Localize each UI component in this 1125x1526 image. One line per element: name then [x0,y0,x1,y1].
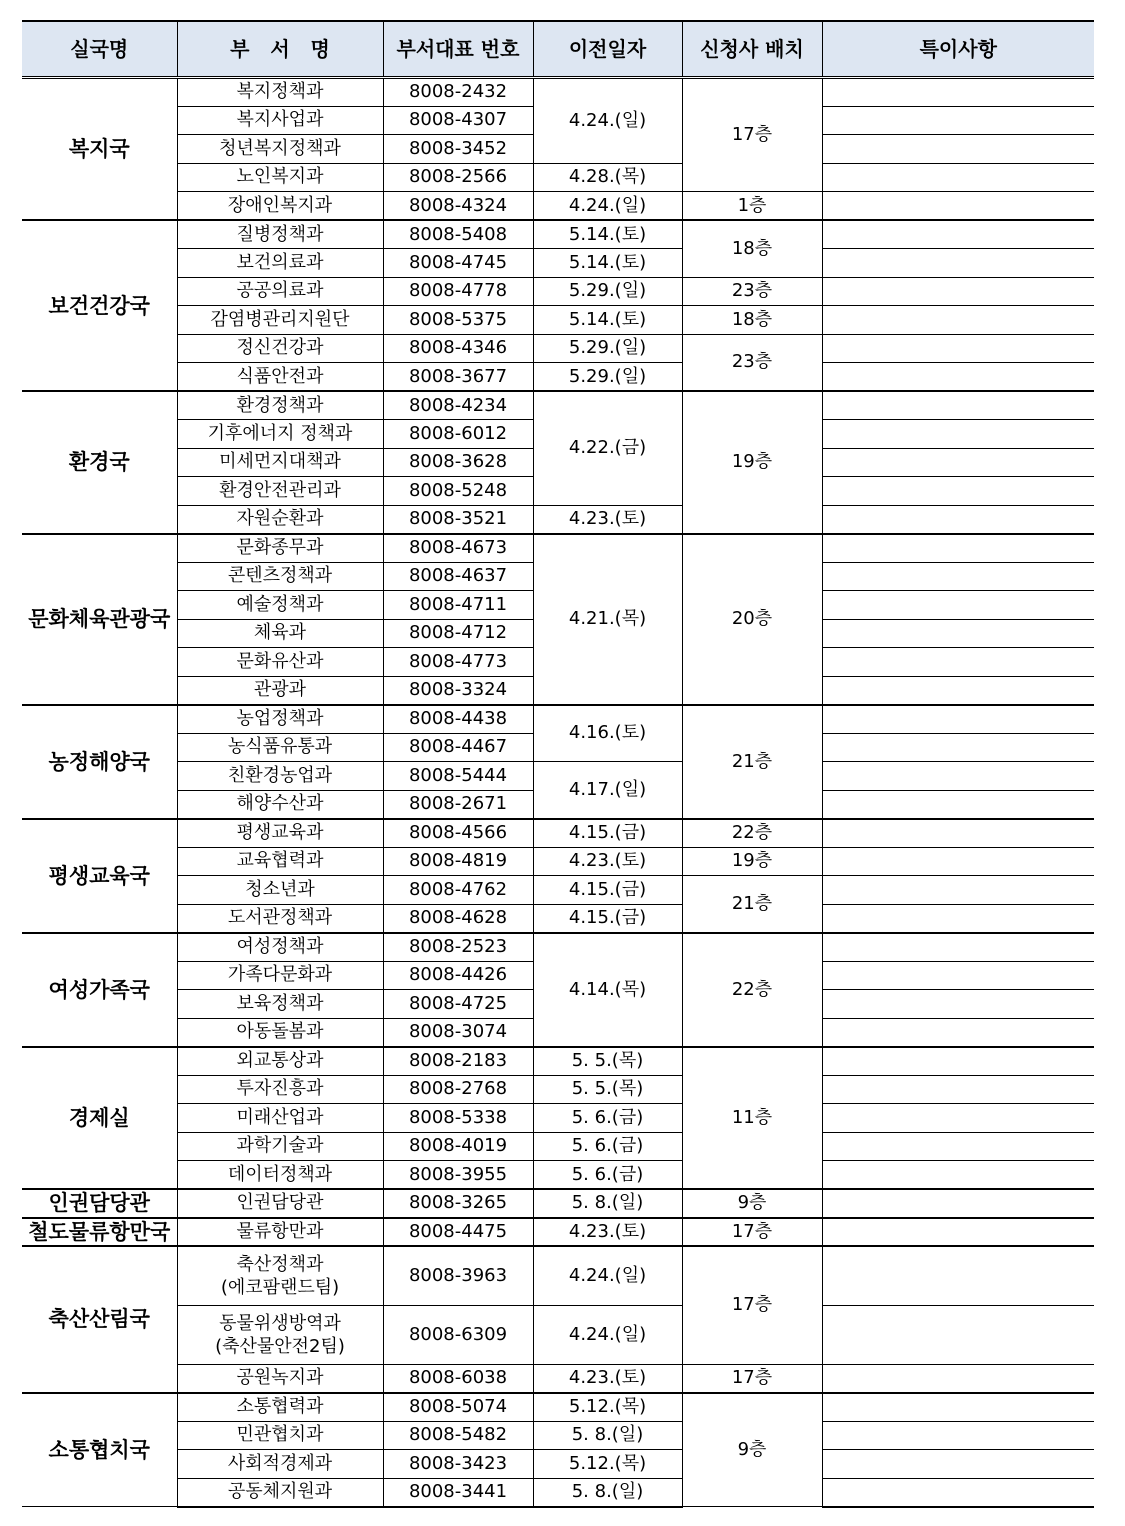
move-date: 4.23.(토) [533,1218,682,1247]
remarks-cell [822,334,1094,363]
move-date: 4.23.(토) [533,847,682,876]
department-label: 감염병관리지원단 [210,308,350,330]
department-name [177,676,383,705]
department-phone: 8008-4019 [383,1132,533,1161]
remarks-cell [822,676,1094,705]
department-label: 예술정책과 [236,593,324,615]
table-row [22,1104,1094,1133]
department-label: 환경정책과 [236,394,324,416]
table-row [22,1246,1094,1305]
floor-assignment: 20층 [682,534,822,705]
floor-assignment: 22층 [682,819,822,848]
department-phone: 8008-4307 [383,106,533,135]
remarks-cell [822,1450,1094,1479]
floor-assignment: 17층 [682,1364,822,1393]
department-name [177,135,383,164]
department-label: 농식품유통과 [227,736,333,758]
department-name [177,363,383,392]
department-phone: 8008-3324 [383,676,533,705]
department-name [177,163,383,192]
department-phone: 8008-5248 [383,477,533,506]
table-row [22,505,1094,534]
remarks-cell [822,961,1094,990]
table-row [22,1450,1094,1479]
department-phone: 8008-5375 [383,306,533,335]
division-name: 소통협치국 [22,1393,177,1507]
remarks-cell [822,277,1094,306]
department-label: 콘텐츠정책과 [227,565,333,587]
remarks-cell [822,562,1094,591]
remarks-cell [822,1421,1094,1450]
move-date: 4.24.(일) [533,192,682,221]
floor-assignment: 21층 [682,705,822,819]
table-row [22,192,1094,221]
department-label: 문화종무과 [236,537,324,558]
department-phone: 8008-4628 [383,904,533,933]
remarks-cell [822,648,1094,677]
department-team-label: (축산물안전2팀) [215,1335,345,1357]
department-label: 해양수산과 [236,793,324,814]
department-name [177,762,383,791]
remarks-cell [822,619,1094,648]
remarks-cell [822,1047,1094,1076]
remarks-cell [822,363,1094,392]
department-phone: 8008-2768 [383,1075,533,1104]
remarks-cell [822,106,1094,135]
department-label: 평생교육과 [236,822,324,843]
department-name [177,1047,383,1076]
department-name [177,1393,383,1422]
department-relocation-table [22,20,1094,1508]
department-phone: 8008-4673 [383,534,533,563]
move-date: 5.12.(목) [533,1450,682,1479]
department-label: 아동돌봄과 [236,1021,324,1042]
department-phone: 8008-3074 [383,1018,533,1047]
table-row [22,876,1094,905]
remarks-cell [822,505,1094,534]
department-label: 청소년과 [245,878,315,900]
department-phone: 8008-2432 [383,78,533,107]
remarks-cell [822,1218,1094,1247]
table-row [22,1161,1094,1190]
department-label: 공원녹지과 [236,1367,324,1388]
table-row [22,534,1094,563]
remarks-cell [822,1364,1094,1393]
move-date: 4.23.(토) [533,1364,682,1393]
department-phone: 8008-4475 [383,1218,533,1247]
division-name: 환경국 [22,391,177,534]
department-label: 데이터정책과 [227,1163,333,1185]
department-phone: 8008-6038 [383,1364,533,1393]
remarks-cell [822,420,1094,449]
floor-assignment: 17층 [682,1246,822,1364]
department-label: 복지정책과 [236,81,324,103]
department-name [177,847,383,876]
floor-assignment: 11층 [682,1047,822,1190]
move-date: 4.24.(일) [533,1305,682,1364]
move-date: 4.14.(목) [533,933,682,1047]
division-name: 복지국 [22,78,177,221]
department-phone: 8008-4773 [383,648,533,677]
move-date: 5. 5.(목) [533,1075,682,1104]
move-date: 4.24.(일) [533,78,682,164]
table-row [22,1393,1094,1422]
floor-assignment: 9층 [682,1189,822,1218]
department-name [177,562,383,591]
department-name [177,391,383,420]
remarks-cell [822,733,1094,762]
floor-assignment: 17층 [682,1218,822,1247]
move-date: 5. 6.(금) [533,1104,682,1133]
department-label: 식품안전과 [236,365,324,387]
floor-assignment: 18층 [682,306,822,335]
floor-assignment: 21층 [682,876,822,933]
table-row [22,163,1094,192]
move-date: 4.24.(일) [533,1246,682,1305]
department-name [177,1218,383,1247]
floor-assignment: 9층 [682,1393,822,1507]
move-date: 5. 8.(일) [533,1421,682,1450]
department-name [177,819,383,848]
remarks-cell [822,705,1094,734]
department-name [177,1189,383,1218]
move-date: 5.12.(목) [533,1393,682,1422]
department-name [177,1450,383,1479]
move-date: 5.14.(토) [533,249,682,278]
department-label: 축산정책과 [236,1253,324,1275]
department-phone: 8008-4426 [383,961,533,990]
department-phone: 8008-4762 [383,876,533,905]
department-name [177,961,383,990]
department-name [177,619,383,648]
department-label: 가족다문화과 [227,964,333,986]
floor-assignment: 19층 [682,847,822,876]
department-team-label: (에코팜랜드팀) [220,1276,340,1298]
move-date: 5. 6.(금) [533,1132,682,1161]
department-phone: 8008-4566 [383,819,533,848]
remarks-cell [822,1246,1094,1305]
department-name [177,1132,383,1161]
department-name [177,591,383,620]
remarks-cell [822,163,1094,192]
move-date: 5.29.(일) [533,363,682,392]
department-name [177,78,383,107]
department-name [177,705,383,734]
table-row [22,1189,1094,1218]
floor-assignment: 23층 [682,277,822,306]
remarks-cell [822,1104,1094,1133]
remarks-cell [822,1161,1094,1190]
table-row [22,1364,1094,1393]
move-date: 4.28.(목) [533,163,682,192]
division-name: 여성가족국 [22,933,177,1047]
floor-assignment: 17층 [682,78,822,192]
department-name [177,990,383,1019]
department-phone: 8008-4819 [383,847,533,876]
department-name [177,277,383,306]
department-name [177,420,383,449]
department-name [177,1104,383,1133]
department-name [177,933,383,962]
table-row [22,1218,1094,1247]
move-date: 5. 6.(금) [533,1161,682,1190]
table-row [22,762,1094,791]
table-row [22,277,1094,306]
department-label: 질병정책과 [236,223,324,245]
header-phone: 부서대표 번호 [383,21,533,78]
table-row [22,1478,1094,1507]
department-name [177,249,383,278]
move-date: 5.14.(토) [533,220,682,249]
remarks-cell [822,220,1094,249]
department-phone: 8008-3677 [383,363,533,392]
department-label: 도서관정책과 [227,907,333,928]
department-label: 미래산업과 [236,1106,324,1128]
table-row [22,1047,1094,1076]
department-label: 여성정책과 [236,936,324,957]
table-row [22,306,1094,335]
department-name [177,1246,383,1305]
table-row [22,705,1094,734]
move-date: 4.15.(금) [533,904,682,933]
department-label: 인권담당관 [236,1192,324,1214]
department-phone: 8008-2523 [383,933,533,962]
department-phone: 8008-4467 [383,733,533,762]
header-department: 부 서 명 [177,21,383,78]
department-name [177,534,383,563]
department-phone: 8008-2183 [383,1047,533,1076]
department-phone: 8008-4234 [383,391,533,420]
department-name [177,106,383,135]
department-name [177,733,383,762]
remarks-cell [822,591,1094,620]
department-label: 환경안전관리과 [219,479,341,501]
department-label: 교육협력과 [236,850,324,872]
header-move-date: 이전일자 [533,21,682,78]
table-row [22,1075,1094,1104]
remarks-cell [822,534,1094,563]
remarks-cell [822,477,1094,506]
remarks-cell [822,448,1094,477]
department-name [177,904,383,933]
remarks-cell [822,135,1094,164]
department-label: 보육정책과 [236,992,324,1014]
department-label: 외교통상과 [236,1050,324,1071]
remarks-cell [822,762,1094,791]
department-phone: 8008-6012 [383,420,533,449]
table-row [22,933,1094,962]
remarks-cell [822,1075,1094,1104]
department-name [177,306,383,335]
department-phone: 8008-4346 [383,334,533,363]
remarks-cell [822,933,1094,962]
table-row [22,334,1094,363]
table-row [22,391,1094,420]
move-date: 4.15.(금) [533,876,682,905]
department-label: 노인복지과 [236,166,324,188]
remarks-cell [822,819,1094,848]
department-label: 사회적경제과 [227,1452,333,1474]
department-label: 공동체지원과 [227,1481,333,1502]
table-row [22,1421,1094,1450]
table-row [22,904,1094,933]
table-row [22,847,1094,876]
department-label: 보건의료과 [236,251,324,273]
department-label: 물류항만과 [236,1220,324,1242]
department-name [177,334,383,363]
table-row [22,249,1094,278]
division-name: 축산산림국 [22,1246,177,1393]
move-date: 5. 8.(일) [533,1189,682,1218]
move-date: 5.29.(일) [533,334,682,363]
remarks-cell [822,391,1094,420]
header-floor: 신청사 배치 [682,21,822,78]
department-name [177,790,383,819]
department-name [177,1478,383,1507]
division-name: 경제실 [22,1047,177,1190]
remarks-cell [822,1018,1094,1047]
remarks-cell [822,990,1094,1019]
department-phone: 8008-3628 [383,448,533,477]
department-label: 공공의료과 [236,280,324,302]
floor-assignment: 23층 [682,334,822,391]
department-phone: 8008-3265 [383,1189,533,1218]
move-date: 4.22.(금) [533,391,682,505]
division-name: 철도물류항만국 [22,1218,177,1247]
department-label: 청년복지정책과 [219,137,341,159]
department-name [177,1075,383,1104]
header-remarks: 특이사항 [822,21,1094,78]
remarks-cell [822,790,1094,819]
department-label: 복지사업과 [236,109,324,131]
department-phone: 8008-4324 [383,192,533,221]
department-label: 자원순환과 [236,508,324,529]
department-phone: 8008-3452 [383,135,533,164]
department-phone: 8008-5408 [383,220,533,249]
department-label: 정신건강과 [236,337,324,359]
department-label: 동물위생방역과 [219,1312,341,1334]
table-row [22,1132,1094,1161]
move-date: 4.17.(일) [533,762,682,819]
remarks-cell [822,1189,1094,1218]
department-phone: 8008-5444 [383,762,533,791]
move-date: 4.16.(토) [533,705,682,762]
department-label: 장애인복지과 [227,194,333,216]
department-label: 민관협치과 [236,1424,324,1446]
department-name [177,1421,383,1450]
department-name [177,1018,383,1047]
table-row [22,220,1094,249]
department-phone: 8008-2566 [383,163,533,192]
department-name [177,648,383,677]
department-phone: 8008-4725 [383,990,533,1019]
department-name [177,1364,383,1393]
move-date: 4.15.(금) [533,819,682,848]
remarks-cell [822,876,1094,905]
header-row [22,21,1094,78]
department-phone: 8008-4438 [383,705,533,734]
department-phone: 8008-3955 [383,1161,533,1190]
department-label: 체육과 [253,622,307,644]
floor-assignment: 22층 [682,933,822,1047]
department-phone: 8008-4712 [383,619,533,648]
department-phone: 8008-4745 [383,249,533,278]
move-date: 5. 5.(목) [533,1047,682,1076]
remarks-cell [822,249,1094,278]
move-date: 5.14.(토) [533,306,682,335]
department-label: 기후에너지 정책과 [207,422,353,444]
department-phone: 8008-4778 [383,277,533,306]
header-division: 실국명 [22,21,177,78]
move-date: 5. 8.(일) [533,1478,682,1507]
department-label: 문화유산과 [236,650,324,672]
department-name [177,1305,383,1364]
department-label: 투자진흥과 [236,1078,324,1100]
remarks-cell [822,1478,1094,1507]
table-row [22,78,1094,107]
move-date: 4.23.(토) [533,505,682,534]
remarks-cell [822,306,1094,335]
division-name: 인권담당관 [22,1189,177,1218]
department-phone: 8008-4711 [383,591,533,620]
department-phone: 8008-6309 [383,1305,533,1364]
remarks-cell [822,904,1094,933]
department-phone: 8008-3963 [383,1246,533,1305]
department-phone: 8008-5074 [383,1393,533,1422]
department-label: 소통협력과 [236,1396,324,1417]
department-name [177,1161,383,1190]
remarks-cell [822,1132,1094,1161]
department-phone: 8008-3423 [383,1450,533,1479]
division-name: 농정해양국 [22,705,177,819]
remarks-cell [822,1393,1094,1422]
floor-assignment: 18층 [682,220,822,277]
department-phone: 8008-3441 [383,1478,533,1507]
floor-assignment: 1층 [682,192,822,221]
remarks-cell [822,847,1094,876]
table-row [22,819,1094,848]
department-label: 친환경농업과 [227,764,333,786]
remarks-cell [822,1305,1094,1364]
department-phone: 8008-5338 [383,1104,533,1133]
move-date: 5.29.(일) [533,277,682,306]
department-name [177,876,383,905]
floor-assignment: 19층 [682,391,822,534]
department-name [177,448,383,477]
department-label: 농업정책과 [236,708,324,729]
division-name: 평생교육국 [22,819,177,933]
department-phone: 8008-4637 [383,562,533,591]
department-label: 미세먼지대책과 [219,451,341,473]
remarks-cell [822,192,1094,221]
move-date: 4.21.(목) [533,534,682,705]
department-phone: 8008-3521 [383,505,533,534]
department-phone: 8008-2671 [383,790,533,819]
department-name [177,220,383,249]
department-name [177,477,383,506]
remarks-cell [822,78,1094,107]
department-name [177,505,383,534]
division-name: 보건건강국 [22,220,177,391]
table-row [22,363,1094,392]
department-label: 과학기술과 [236,1135,324,1157]
table-row [22,1305,1094,1364]
department-label: 관광과 [253,679,307,700]
department-phone: 8008-5482 [383,1421,533,1450]
department-name [177,192,383,221]
division-name: 문화체육관광국 [22,534,177,705]
